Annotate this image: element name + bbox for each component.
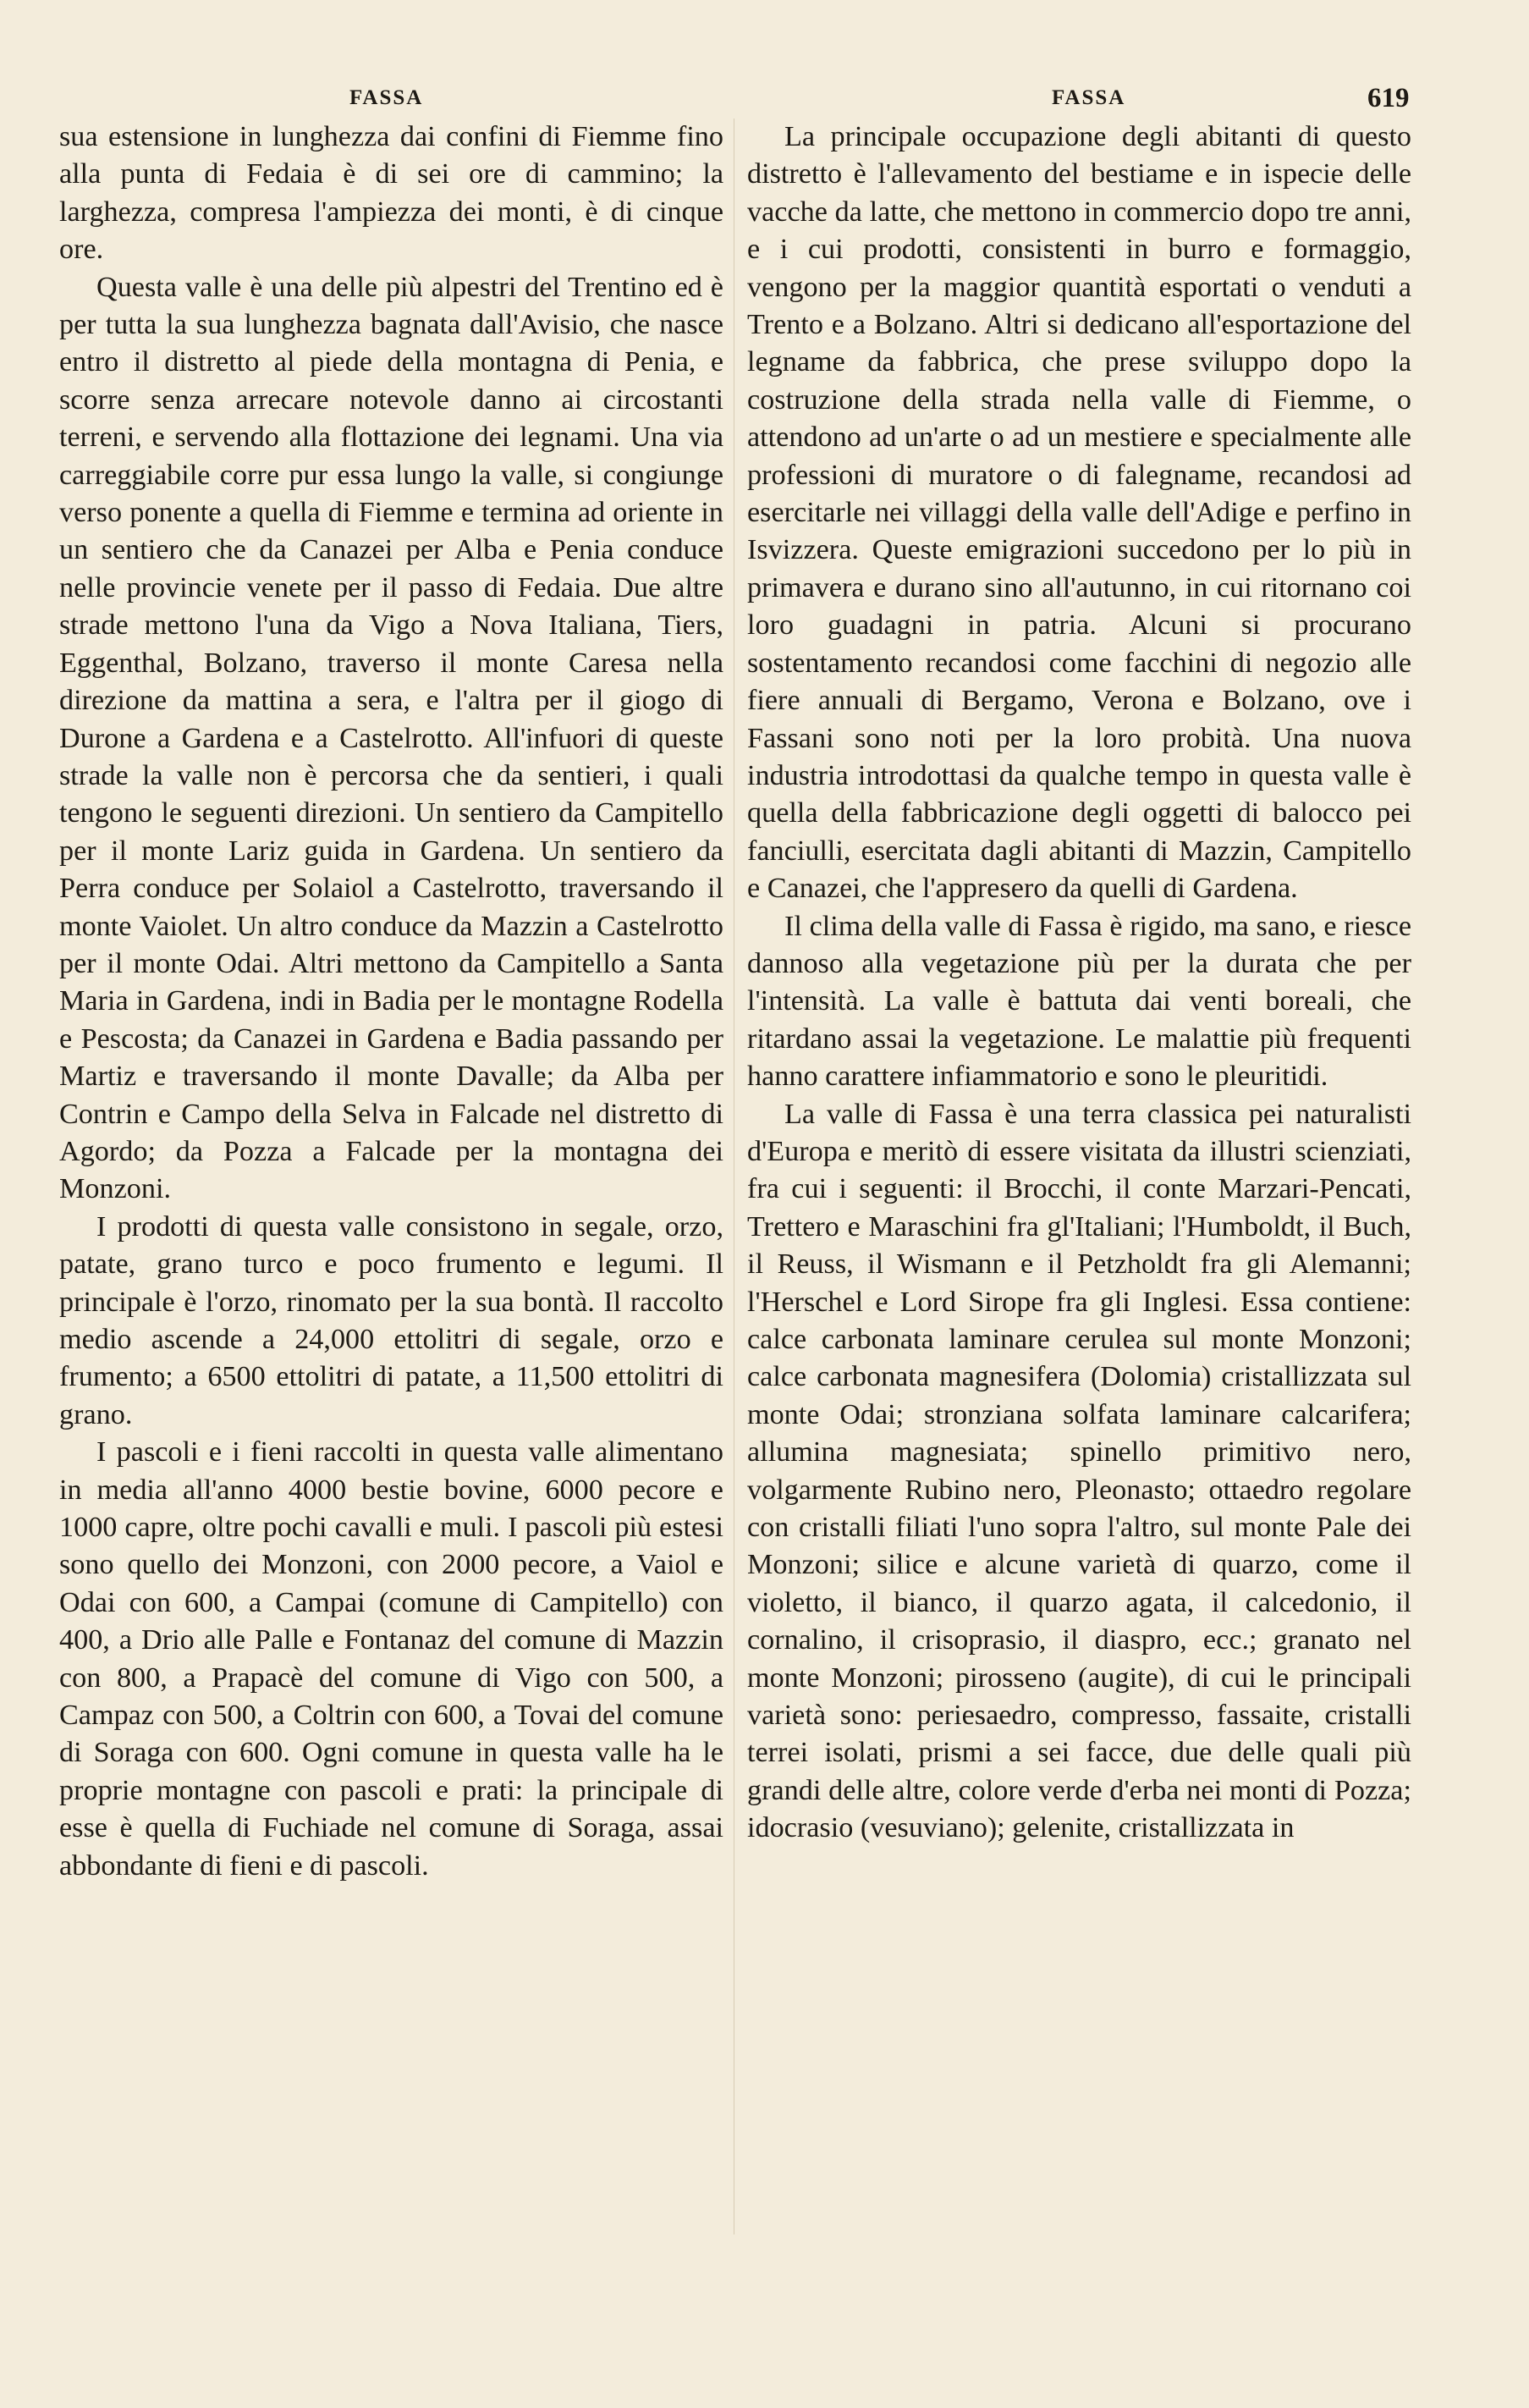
running-head-right: FASSA xyxy=(1052,86,1126,109)
paragraph: I pascoli e i fieni raccolti in questa valle alimentano in media all'anno 4000 bestie bovine, 6000 pecore e 1000 capre, oltre pochi cavalli e muli. I pascoli più estesi sono quello dei Monzoni, con 2000 pecore, a Vaiol e Odai con 600, a Campai (comune di Campitello) con 400, a Drio alle Palle e Fontanaz del comune di Mazzin con 800, a Prapacè del comune di Vigo con 500, a Campaz con 500, a Coltrin con 600, a Tovai del comune di Soraga con 600. Ogni comune in questa valle ha le proprie montagne con pascoli e prati: la principale di esse è quella di Fuchiade nel comune di Soraga, assai abbondante di fieni e di pascoli. xyxy=(59,1436,723,1882)
page-number: 619 xyxy=(1367,83,1410,113)
right-column xyxy=(747,118,1411,1848)
left-column xyxy=(59,118,723,1885)
running-head-left: FASSA xyxy=(349,86,424,109)
paragraph: La principale occupazione degli abitanti di questo distretto è l'allevamento del bestiame e in ispecie delle vacche da latte, che mettono in commercio dopo tre anni, e i cui prodotti, consistenti in burro e formaggio, vengono per la maggior quantità esportati o venduti a Trento e a Bolzano. Altri si dedicano all'esportazione del legname da fabbrica, che prese sviluppo dopo la costruzione della strada nella valle di Fiemme, o attendono ad un'arte o ad un mestiere e specialmente alle professioni di muratore o di falegname, recandosi ad esercitarle nei villaggi della valle dell'Adige e perfino in Isvizzera. Queste emigrazioni succedono per lo più in primavera e durano sino all'autunno, in cui ritornano coi loro guadagni in patria. Alcuni si procurano sostentamento recandosi come facchini di negozio alle fiere annuali di Bergamo, Verona e Bolzano, ove i Fassani sono noti per la loro probità. Una nuova industria introdottasi da qualche tempo in questa valle è quella della fabbricazione degli oggetti di balocco pei fanciulli, esercitata dagli abitanti di Mazzin, Campitello e Canazei, che l'appresero da quelli di Gardena. xyxy=(747,121,1411,905)
paragraph: La valle di Fassa è una terra classica pei naturalisti d'Europa e meritò di essere visitata da illustri scienziati, fra cui i seguenti: il Brocchi, il conte Marzari-Pencati, Trettero e Maraschini fra gl'Italiani; l'Humboldt, il Buch, il Reuss, il Wismann e il Petzholdt fra gli Alemanni; l'Herschel e Lord Sirope fra gli Inglesi. Essa contiene: calce carbonata laminare cerulea sul monte Monzoni; calce carbonata magnesifera (Dolomia) cristallizzata sul monte Odai; stronziana solfata laminare calcarifera; allumina magnesiata; spinello primitivo nero, volgarmente Rubino nero, Pleonasto; ottaedro regolare con cristalli filiati l'uno sopra l'altro, sul monte Pale dei Monzoni; silice e alcune varietà di quarzo, come il violetto, il bianco, il quarzo agata, il calcedonio, il cornalino, il crisoprasio, il diaspro, ecc.; granato nel monte Monzoni; pirosseno (augite), di cui le principali varietà sono: periesaedro, compresso, fassaite, cristalli terrei isolati, prismi a sei facce, due delle quali più grandi delle altre, colore verde d'erba nei monti di Pozza; idocrasio (vesuviano); gelenite, cristallizzata in xyxy=(747,1098,1411,1844)
paragraph: Questa valle è una delle più alpestri del Trentino ed è per tutta la sua lunghezza bagnata dall'Avisio, che nasce entro il distretto al piede della montagna di Penia, e scorre senza arrecare notevole danno ai circostanti terreni, e servendo alla flottazione dei legnami. Una via carreggiabile corre pur essa lungo la valle, si congiunge verso ponente a quella di Fiemme e termina ad oriente in un sentiero che da Canazei per Alba e Penia conduce nelle provincie venete per il passo di Fedaia. Due altre strade mettono l'una da Vigo a Nova Italiana, Tiers, Eggenthal, Bolzano, traverso il monte Caresa nella direzione da mattina a sera, e l'altra per il giogo di Durone a Gardena e a Castelrotto. All'infuori di queste strade la valle non è percorsa che da sentieri, i quali tengono le seguenti direzioni. Un sentiero da Campitello per il monte Lariz guida in Gardena. Un sentiero da Perra conduce per Solaiol a Castelrotto, traversando il monte Vaiolet. Un altro conduce da Mazzin a Castelrotto per il monte Odai. Altri mettono da Campitello a Santa Maria in Gardena, indi in Badia per le montagne Rodella e Pescosta; da Canazei in Gardena e Badia passando per Martiz e traversando il monte Davalle; da Alba per Contrin e Campo della Selva in Falcade nel distretto di Agordo; da Pozza a Falcade per la montagna dei Monzoni. xyxy=(59,271,723,1205)
paragraph: Il clima della valle di Fassa è rigido, ma sano, e riesce dannoso alla vegetazione più per la durata che per l'intensità. La valle è battuta dai venti boreali, che ritardano assai la vegetazione. Le malattie più frequenti hanno carattere infiammatorio e sono le pleuritidi. xyxy=(747,910,1411,1093)
paragraph: I prodotti di questa valle consistono in segale, orzo, patate, grano turco e poco frumento e legumi. Il principale è l'orzo, rinomato per la sua bontà. Il raccolto medio ascende a 24,000 ettolitri di segale, orzo e frumento; a 6500 ettolitri di patate, a 11,500 ettolitri di grano. xyxy=(59,1210,723,1430)
paragraph: sua estensione in lunghezza dai confini di Fiemme fino alla punta di Fedaia è di sei ore di cammino; la larghezza, compresa l'ampiezza dei monti, è di cinque ore. xyxy=(59,121,723,266)
